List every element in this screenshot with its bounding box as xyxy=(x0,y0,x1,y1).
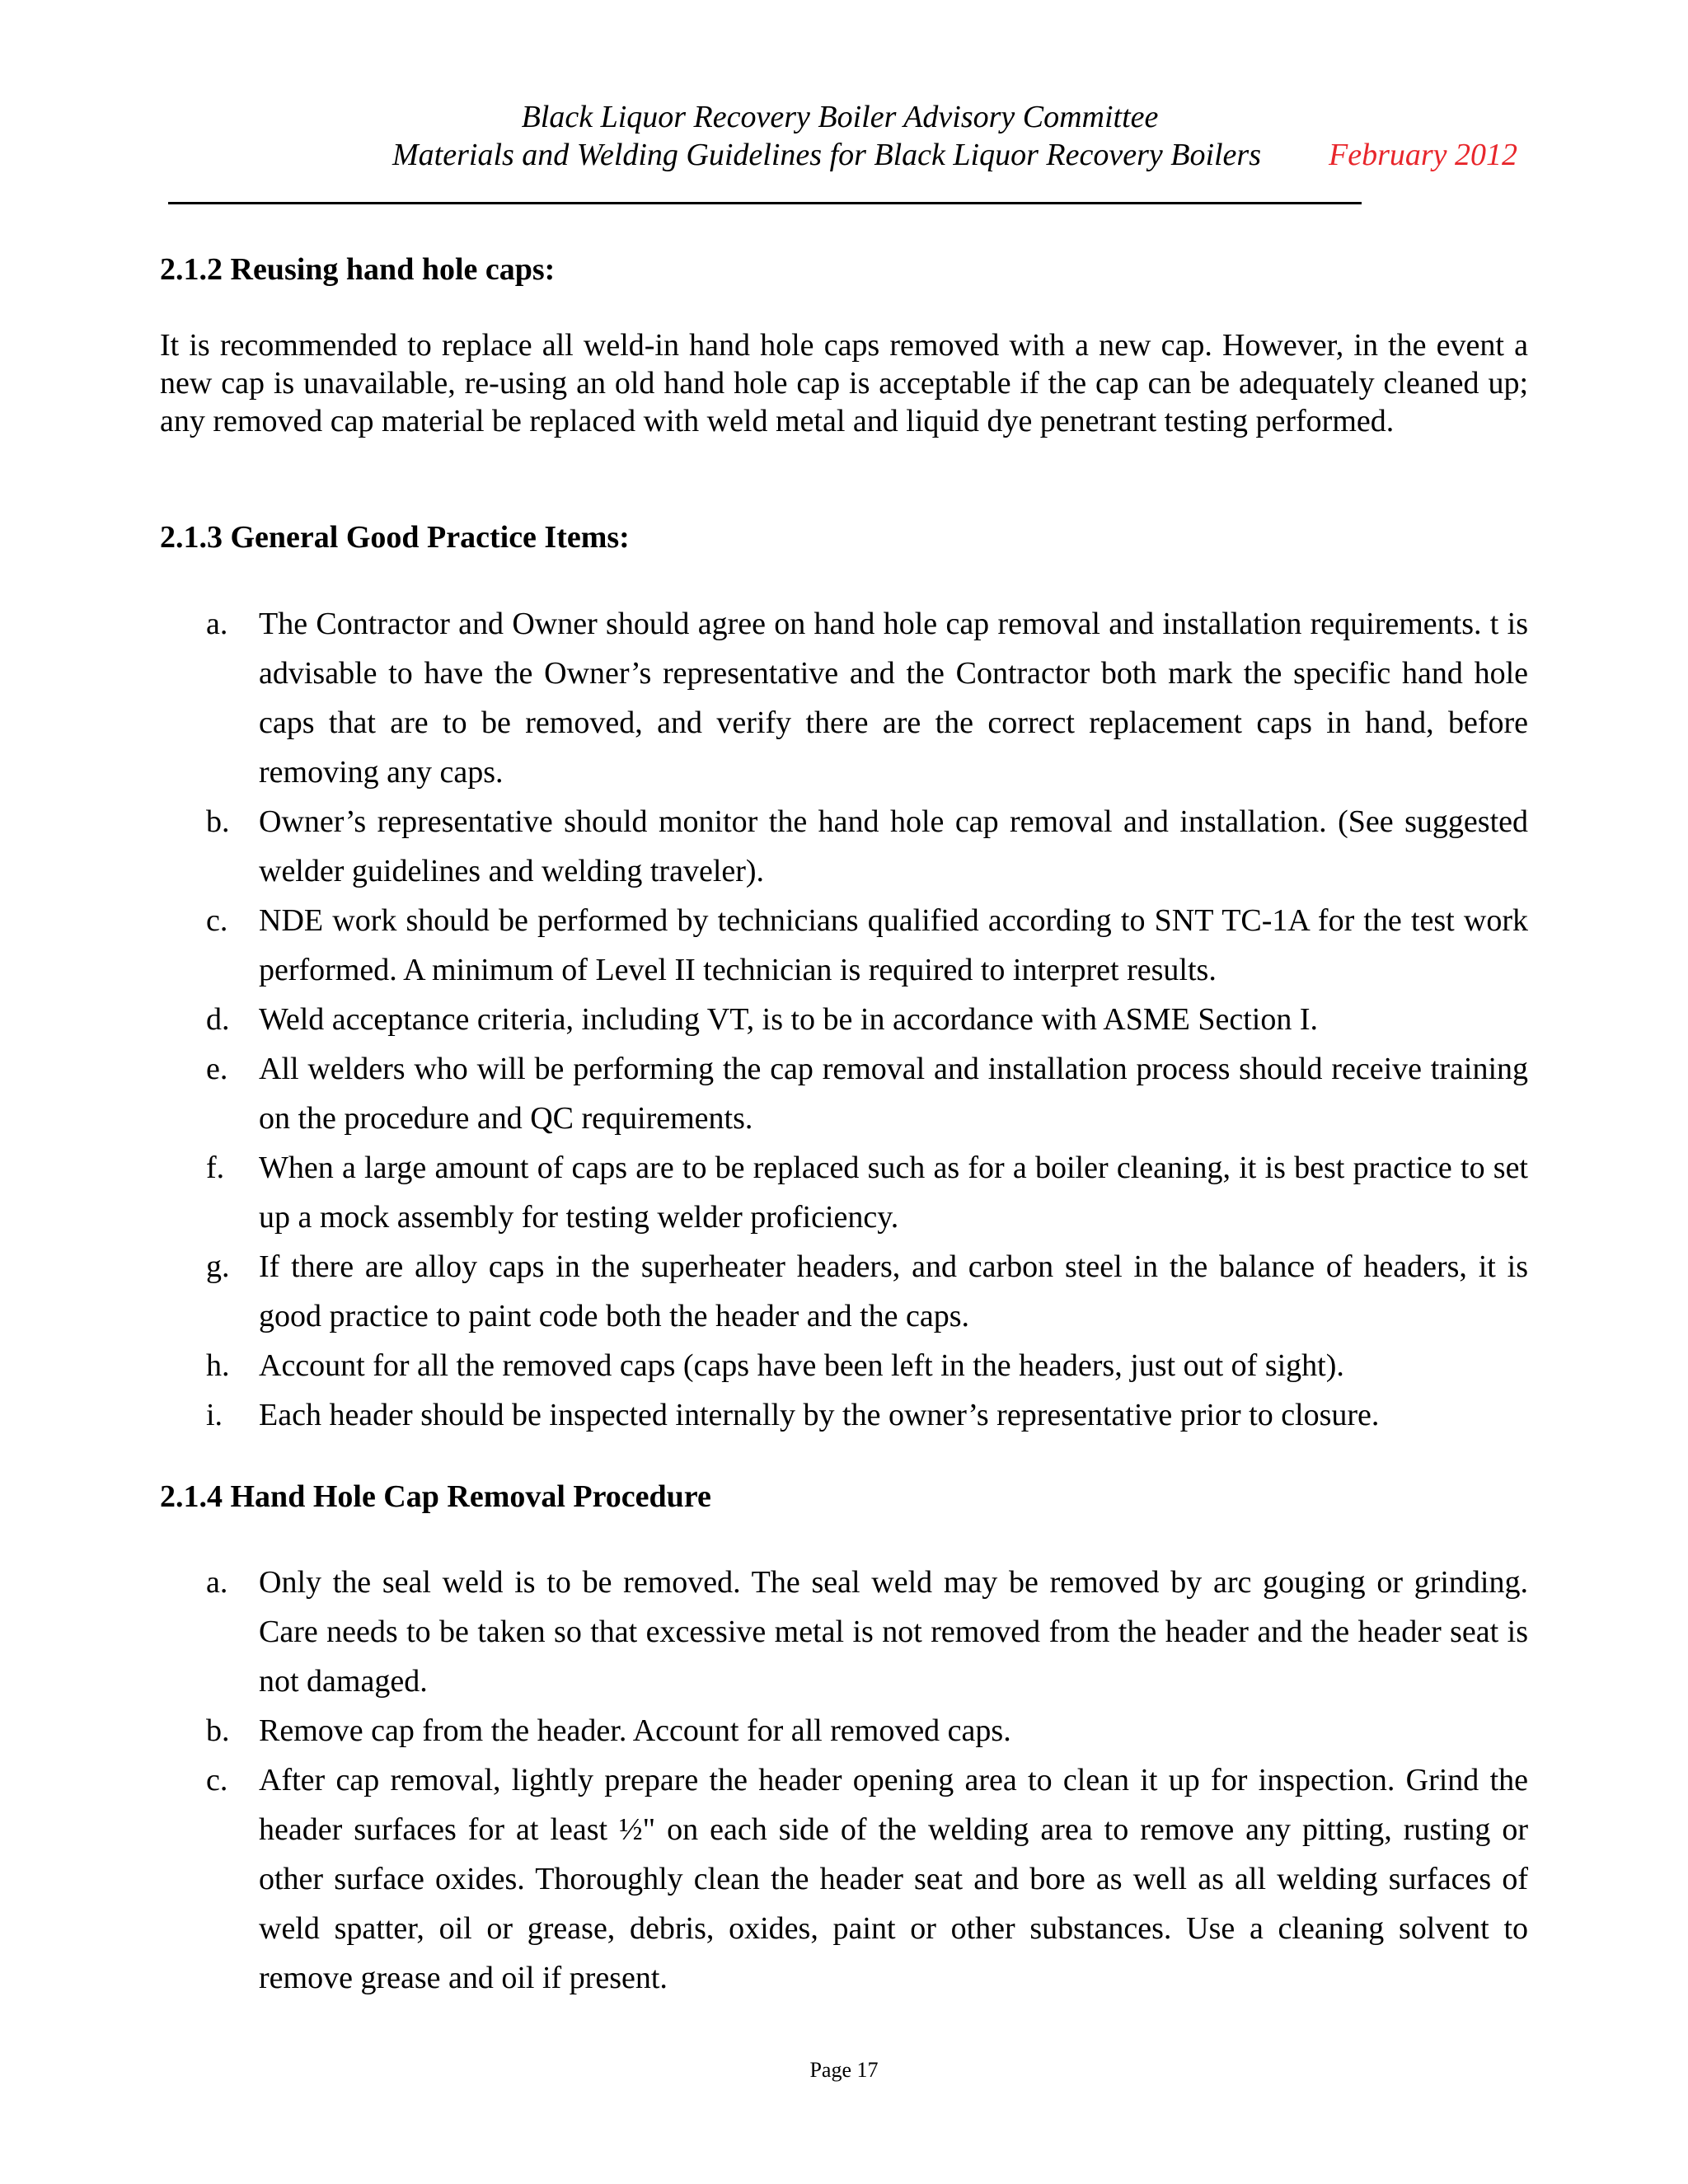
list-item xyxy=(160,1755,1528,2003)
list-item-text: Weld acceptance criteria, including VT, is to be in accordance with ASME Section I. xyxy=(259,1002,1318,1037)
list-marker: b. xyxy=(206,804,230,839)
running-header-title: Black Liquor Recovery Boiler Advisory Committee xyxy=(521,100,1159,134)
list-item-text: The Contractor and Owner should agree on hand hole cap removal and installation requirements. t is advisable to have the Owner’s representative and the Contractor both mark the specific hand hole caps that are to be removed, and verify there are the correct replacement caps in hand, before removing any caps. xyxy=(259,607,1528,790)
list-marker: f. xyxy=(206,1151,225,1185)
good-practice-list xyxy=(160,599,1528,1440)
list-item-text: Owner’s representative should monitor the hand hole cap removal and installation. (See suggested welder guidelines and welding traveler). xyxy=(259,804,1528,888)
list-item xyxy=(160,1706,1528,1755)
list-item xyxy=(160,995,1528,1044)
list-item xyxy=(160,1341,1528,1390)
list-item xyxy=(160,1044,1528,1143)
list-item xyxy=(160,1143,1528,1242)
list-item xyxy=(160,1390,1528,1440)
list-item-text: When a large amount of caps are to be replaced such as for a boiler cleaning, it is best practice to set up a mock assembly for testing welder proficiency. xyxy=(259,1151,1528,1235)
list-item-text: NDE work should be performed by technicians qualified according to SNT TC-1A for the test work performed. A minimum of Level II technician is required to interpret results. xyxy=(259,903,1528,987)
list-marker: g. xyxy=(206,1249,230,1284)
running-header-date: February 2012 xyxy=(1329,138,1518,172)
section-body-2-1-2: It is recommended to replace all weld-in hand hole caps removed with a new cap. However, in the event a new cap is unavailable, re-using an old hand hole cap is acceptable if the cap can be adequately cleaned up; any removed cap material be replaced with weld metal and liquid dye penetrant testing performed. xyxy=(160,328,1528,438)
list-item xyxy=(160,797,1528,896)
header-divider xyxy=(168,202,1362,204)
list-item xyxy=(160,1558,1528,1706)
running-header-subtitle: Materials and Welding Guidelines for Black Liquor Recovery Boilers xyxy=(392,138,1261,172)
list-marker: h. xyxy=(206,1348,230,1383)
list-item-text: Only the seal weld is to be removed. The seal weld may be removed by arc gouging or grinding. Care needs to be taken so that excessive metal is not removed from the header and the header seat is not damaged. xyxy=(259,1565,1528,1699)
list-item-text: Each header should be inspected internally by the owner’s representative prior to closure. xyxy=(259,1398,1380,1432)
list-marker: a. xyxy=(206,1565,228,1600)
list-item-text: Account for all the removed caps (caps have been left in the headers, just out of sight). xyxy=(259,1348,1344,1383)
section-heading-2-1-3: 2.1.3 General Good Practice Items: xyxy=(160,520,630,555)
list-marker: c. xyxy=(206,1763,228,1797)
list-marker: e. xyxy=(206,1052,228,1086)
section-heading-2-1-2: 2.1.2 Reusing hand hole caps: xyxy=(160,252,556,287)
list-item xyxy=(160,599,1528,797)
list-marker: d. xyxy=(206,1002,230,1037)
list-item-text: All welders who will be performing the cap removal and installation process should receive training on the procedure and QC requirements. xyxy=(259,1052,1528,1136)
list-item xyxy=(160,896,1528,995)
list-item-text: If there are alloy caps in the superheater headers, and carbon steel in the balance of headers, it is good practice to paint code both the header and the caps. xyxy=(259,1249,1528,1333)
removal-procedure-list xyxy=(160,1558,1528,2003)
list-marker: c. xyxy=(206,903,228,938)
section-heading-2-1-4: 2.1.4 Hand Hole Cap Removal Procedure xyxy=(160,1479,711,1514)
list-item-text: After cap removal, lightly prepare the header opening area to clean it up for inspection. Grind the header surfaces for at least ½" on each side of the welding area to remove any pitting, rusting or other surface oxides. Thoroughly clean the header seat and bore as well as all welding surfaces of weld spatter, oil or grease, debris, oxides, paint or other substances. Use a cleaning solvent to remove grease and oil if present. xyxy=(259,1763,1528,1995)
list-item xyxy=(160,1242,1528,1341)
page-number: Page 17 xyxy=(809,2058,879,2082)
list-item-text: Remove cap from the header. Account for all removed caps. xyxy=(259,1713,1011,1748)
list-marker: b. xyxy=(206,1713,230,1748)
list-marker: i. xyxy=(206,1398,223,1432)
list-marker: a. xyxy=(206,607,228,641)
